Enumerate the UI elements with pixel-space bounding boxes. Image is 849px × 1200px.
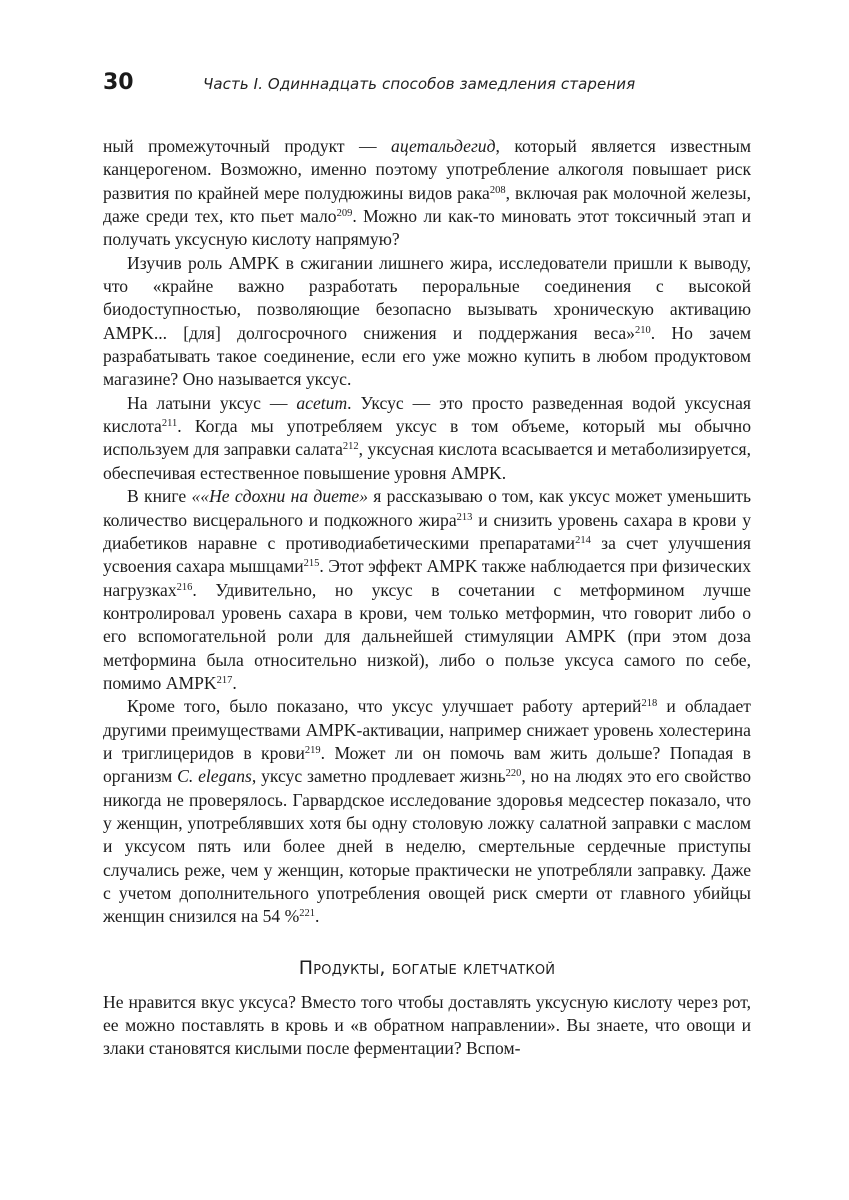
text-run: . Этот эффект AMPK также наблюдается при физических нагрузках <box>103 556 751 600</box>
text-run: , уксусная кислота всасывается и метаболизируется, обеспечивая естественное повышение уровня AMPK. <box>103 439 751 483</box>
section-heading: Продукты, богатые клетчаткой <box>298 956 556 979</box>
paragraph-2 <box>103 252 751 392</box>
footnote-ref: 213 <box>456 511 473 523</box>
text-run: я рассказываю о том, как уксус может уменьшить количество висцерального и подкожного жира <box>103 486 751 530</box>
text-run: . Можно ли как-то миновать этот токсичный этап и получать уксусную кислоту напрямую? <box>103 206 752 250</box>
species-name: C. elegans <box>177 766 252 787</box>
footnote-ref: 214 <box>575 534 591 546</box>
text-run: , уксус заметно продлевает жизнь <box>251 766 506 787</box>
text-run: . Уксус — это просто разведенная водой уксусная кислота <box>103 392 751 437</box>
page-body <box>103 135 751 1061</box>
footnote-ref: 220 <box>505 768 522 780</box>
text-run: ный промежуточный продукт — <box>103 136 392 156</box>
footnote-ref: 217 <box>216 674 233 686</box>
text-run: В книге <box>127 486 192 507</box>
text-run: . <box>232 672 237 693</box>
footnote-ref: 219 <box>304 744 321 756</box>
text-run: . Когда мы употребляем уксус в том объеме, который мы обычно используем для заправки салата <box>103 416 751 460</box>
text-run: , включая рак молочной железы, даже среди тех, кто пьет мало <box>103 182 751 227</box>
text-run: Изучив роль AMPK в сжигании лишнего жира, исследователи пришли к выводу, что «крайне важно разработать пероральные соединения с высокой биодоступностью, позволяющие безопасно вызывать хроническую активацию AMPK... [для] долгосрочного снижения и поддержания веса» <box>103 252 751 343</box>
footnote-ref: 221 <box>299 908 316 920</box>
term-acetum: acetum <box>296 392 348 413</box>
text-run: и снизить уровень сахара в крови у диабетиков наравне с противодиабетическими препаратами <box>103 509 751 553</box>
running-title: Часть I. Одиннадцать способов замедления старения <box>203 75 636 93</box>
term-acetaldehyde: ацетальдегид <box>391 136 496 156</box>
text-run: . Но зачем разрабатывать такое соединение, если его уже можно купить в любом продуктовом магазине? Оно называется уксус. <box>103 322 751 390</box>
book-title: ««Не сдохни на диете» <box>191 486 369 507</box>
footnote-ref: 211 <box>161 418 178 430</box>
text-run: . <box>315 906 320 927</box>
footnote-ref: 215 <box>303 558 320 570</box>
text-run: Не нравится вкус уксуса? Вместо того чтобы доставлять уксусную кислоту через рот, ее можно поставлять в кровь и «в обратном направлении». Вы знаете, что овощи и злаки становятся кислыми после ферментации? Вспом- <box>103 991 751 1059</box>
footnote-ref: 208 <box>489 184 506 196</box>
paragraph-3 <box>103 392 751 485</box>
text-run: , который является известным канцерогеном. Возможно, именно поэтому употребление алкоголя повышает риск развития по крайней мере полудюжины видов рака <box>103 136 751 203</box>
footnote-ref: 216 <box>176 581 193 593</box>
page-header <box>103 70 753 102</box>
page-number: 30 <box>103 70 134 95</box>
paragraph-6 <box>103 991 751 1061</box>
text-run: . Может ли он помочь вам жить дольше? Попадая в организм <box>103 742 751 787</box>
paragraph-4 <box>103 485 751 695</box>
text-run: . Удивительно, но уксус в сочетании с метформином лучше контролировал уровень сахара в крови, чем только метформин, что говорит либо о его вспомогательной роли для дальнейшей стимуляции AMPK (при этом доза метформина была относительно низкой), либо о пользе уксуса самого по себе, помимо AMPK <box>103 579 751 693</box>
footnote-ref: 212 <box>342 441 359 453</box>
text-run: Кроме того, было показано, что уксус улучшает работу артерий <box>127 696 642 717</box>
footnote-ref: 210 <box>634 324 651 336</box>
paragraph-1 <box>103 135 751 252</box>
text-run: за счет улучшения усвоения сахара мышцами <box>103 532 751 577</box>
footnote-ref: 209 <box>336 208 353 220</box>
text-run: , но на людях это его свойство никогда не проверялось. Гарвардское исследование здоровья медсестер показало, что у женщин, употреблявших хотя бы одну столовую ложку салатной заправки с маслом и уксусом пять или более дней в неделю, смертельные сердечные приступы случались реже, чем у женщин, которые практически не употребляли заправку. Даже с учетом дополнительного употребления овощей риск смерти от главного убийцы женщин снизился на 54 % <box>103 766 751 927</box>
footnote-ref: 218 <box>641 698 658 710</box>
text-run: и обладает другими преимуществами AMPK-активации, например снижает уровень холестерина и триглицеридов в крови <box>103 696 751 763</box>
text-run: На латыни уксус — <box>127 392 297 413</box>
paragraph-5 <box>103 695 751 928</box>
